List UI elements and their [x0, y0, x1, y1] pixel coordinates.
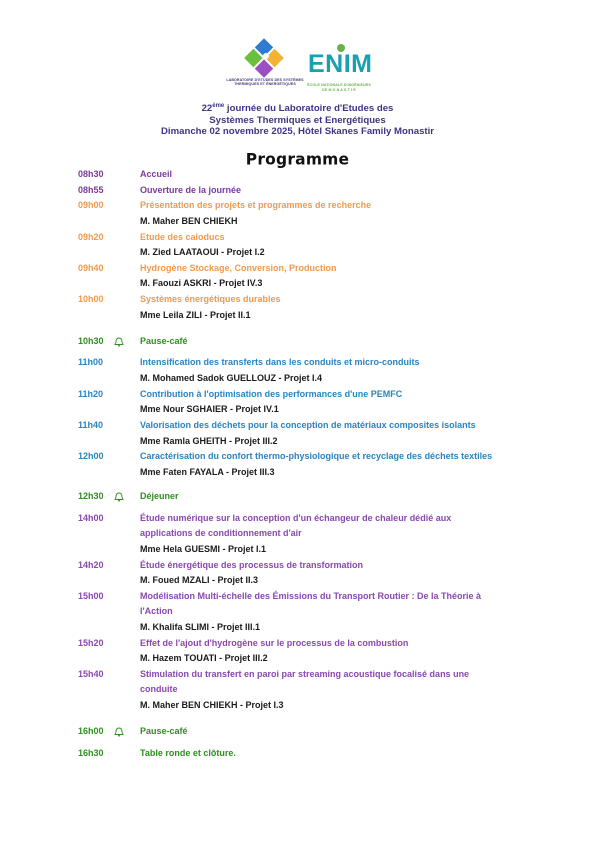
- item-title: Effet de l'ajout d'hydrogène sur le processus de la combustion: [140, 638, 409, 648]
- item-title: Modélisation Multi-échelle des Émissions du Transport Routier : De la Théorie à: [140, 591, 482, 601]
- item-title: Présentation des projets et programmes de recherche: [140, 200, 372, 210]
- item-time: 12h00: [78, 451, 104, 461]
- item-title: Contribution à l'optimisation des performances d'une PEMFC: [140, 389, 403, 399]
- lab-logo-text: LABORATOIRE D'ETUDES DES SYSTÈMES THERMIQUES ET ÉNERGÉTIQUES: [226, 78, 304, 87]
- item-title: Déjeuner: [140, 491, 179, 501]
- item-speaker: M. Hazem TOUATI - Projet III.2: [140, 653, 268, 663]
- item-time: 09h20: [78, 232, 104, 242]
- item-title-cont: conduite: [140, 684, 178, 694]
- item-title: Pause-café: [140, 336, 188, 346]
- item-time: 16h00: [78, 726, 104, 736]
- item-title: Etude des caloducs: [140, 232, 225, 242]
- item-speaker: M. Maher BEN CHIEKH - Projet I.3: [140, 700, 284, 710]
- logos-bar: [0, 38, 595, 98]
- item-time: 09h40: [78, 263, 104, 273]
- item-title: Hydrogène Stockage, Conversion, Production: [140, 263, 337, 273]
- item-speaker: Mme Faten FAYALA - Projet III.3: [140, 467, 275, 477]
- item-title: Valorisation des déchets pour la conception de matériaux composites isolants: [140, 420, 476, 430]
- header-line-2: Systèmes Thermiques et Energétiques: [209, 114, 386, 126]
- item-speaker: M. Faouzi ASKRI - Projet IV.3: [140, 278, 263, 288]
- item-title-cont: l'Action: [140, 606, 173, 616]
- bell-icon: [113, 337, 125, 347]
- item-title-cont: applications de conditionnement d'air: [140, 528, 302, 538]
- item-time: 16h30: [78, 748, 104, 758]
- item-time: 11h20: [78, 389, 104, 399]
- header-line-1: 22ème journée du Laboratoire d'Etudes des: [201, 103, 394, 115]
- item-speaker: M. Maher BEN CHIEKH: [140, 216, 238, 226]
- item-title: Ouverture de la journée: [140, 185, 242, 195]
- item-title: Étude énergétique des processus de transformation: [140, 560, 364, 570]
- page-title: Programme: [245, 149, 350, 169]
- lab-logo-icon: [232, 38, 296, 96]
- header-line-3: Dimanche 02 novembre 2025, Hôtel Skanes Family Monastir: [161, 126, 434, 138]
- event-header: [0, 101, 595, 138]
- item-title: Systèmes énergétiques durables: [140, 294, 281, 304]
- item-time: 14h00: [78, 513, 104, 523]
- item-time: 12h30: [78, 491, 104, 501]
- item-title: Stimulation du transfert en paroi par streaming acoustique focalisé dans une: [140, 669, 470, 679]
- item-time: 10h00: [78, 294, 104, 304]
- item-title: Table ronde et clôture.: [140, 748, 236, 758]
- item-title: Intensification des transferts dans les conduits et micro-conduits: [140, 357, 420, 367]
- item-time: 11h00: [78, 357, 104, 367]
- item-time: 10h30: [78, 336, 104, 346]
- enim-subtitle: ÉCOLE NATIONALE D'INGÉNIEURS DE M O N A S T I R: [307, 83, 371, 92]
- item-time: 08h55: [78, 185, 104, 195]
- item-time: 11h40: [78, 420, 104, 430]
- item-time: 15h40: [78, 669, 104, 679]
- item-title: Caractérisation du confort thermo-physiologique et recyclage des déchets textiles: [140, 451, 493, 461]
- item-speaker: Mme Leila ZILI - Projet II.1: [140, 310, 251, 320]
- item-speaker: M. Mohamed Sadok GUELLOUZ - Projet I.4: [140, 373, 323, 383]
- item-time: 15h20: [78, 638, 104, 648]
- item-time: 08h30: [78, 169, 104, 179]
- item-time: 15h00: [78, 591, 104, 601]
- item-speaker: Mme Nour SGHAIER - Projet IV.1: [140, 404, 279, 414]
- enim-logo-text: ENIM: [308, 50, 373, 78]
- item-title: Accueil: [140, 169, 173, 179]
- item-time: 14h20: [78, 560, 104, 570]
- item-speaker: Mme Hela GUESMI - Projet I.1: [140, 544, 267, 554]
- item-speaker: M. Zied LAATAOUI - Projet I.2: [140, 247, 265, 257]
- item-title: Pause-café: [140, 726, 188, 736]
- bell-icon: [113, 492, 125, 502]
- bell-icon: [113, 727, 125, 737]
- item-speaker: M. Foued MZALI - Projet II.3: [140, 575, 258, 585]
- item-time: 09h00: [78, 200, 104, 210]
- item-speaker: Mme Ramla GHEITH - Projet III.2: [140, 436, 278, 446]
- item-title: Étude numérique sur la conception d'un échangeur de chaleur dédié aux: [140, 513, 452, 523]
- item-speaker: M. Khalifa SLIMI - Projet III.1: [140, 622, 261, 632]
